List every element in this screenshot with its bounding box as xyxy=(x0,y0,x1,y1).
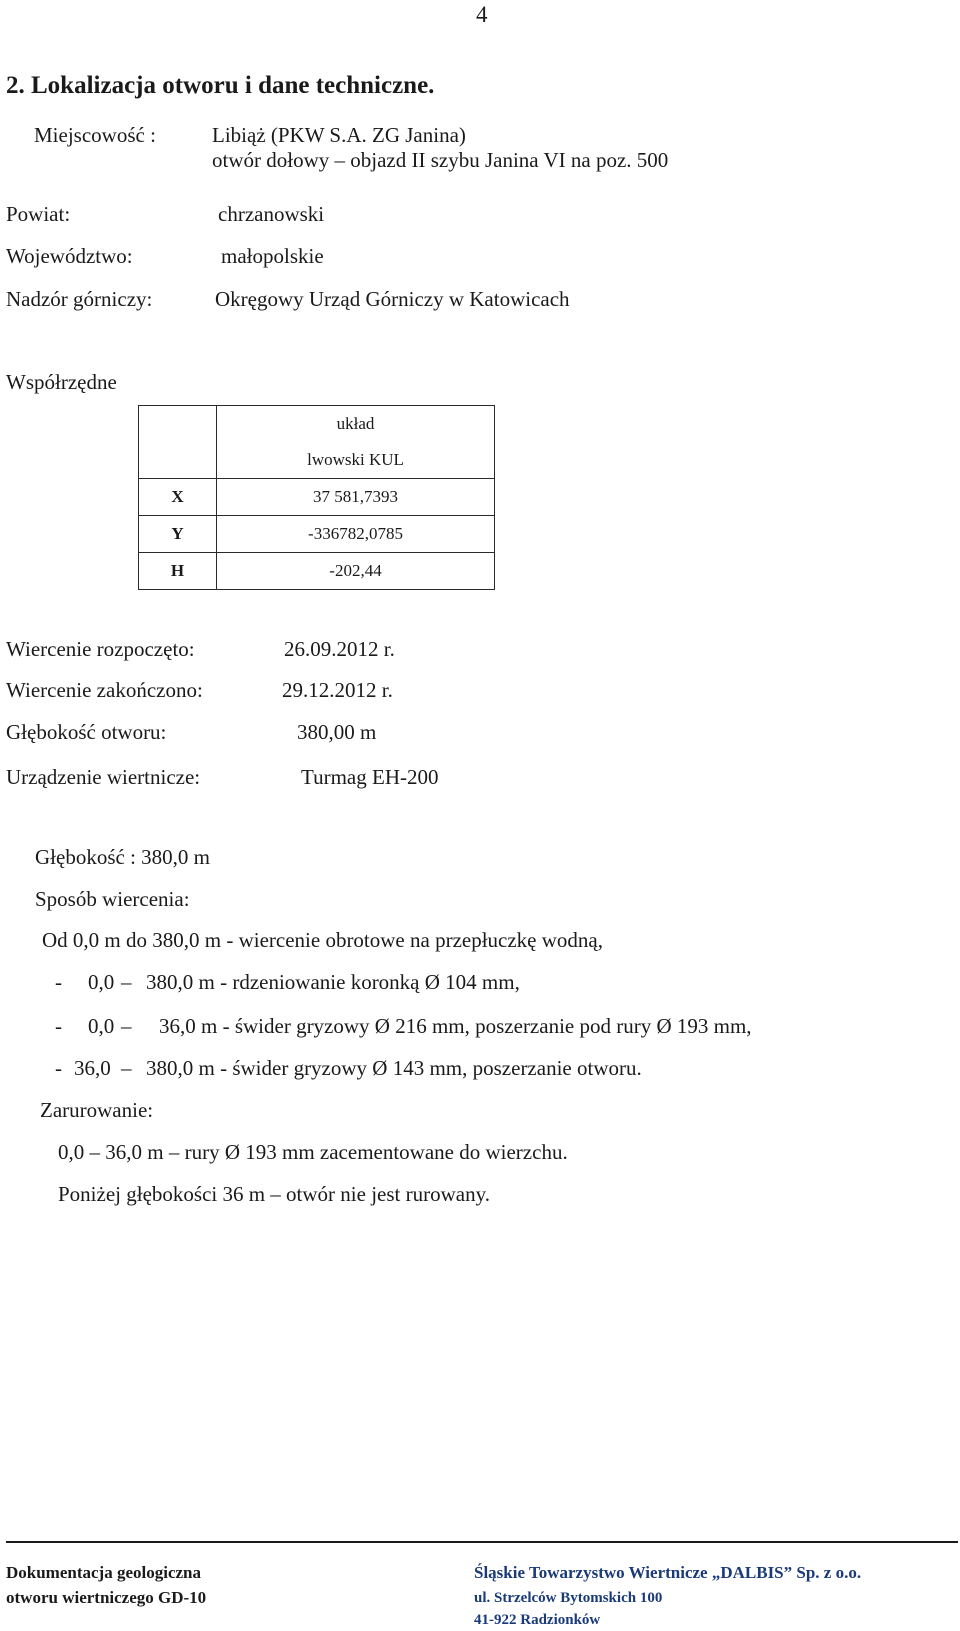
casing-label: Zarurowanie: xyxy=(40,1098,154,1122)
axis-y-label: Y xyxy=(139,516,217,553)
rig-label: Urządzenie wiertnicze: xyxy=(6,765,201,789)
page-number: 4 xyxy=(476,2,488,27)
powiat-value: chrzanowski xyxy=(218,202,325,226)
rig-value: Turmag EH-200 xyxy=(301,765,439,789)
casing-note: Poniżej głębokości 36 m – otwór nie jest rurowany. xyxy=(58,1182,490,1206)
method-item-dash: - xyxy=(55,970,62,994)
coordinates-label: Współrzędne xyxy=(6,370,117,394)
section-heading: 2. Lokalizacja otworu i dane techniczne. xyxy=(6,72,435,99)
method-item-from: 0,0 xyxy=(88,970,115,994)
wojewodztwo-value: małopolskie xyxy=(221,244,324,268)
miejscowosc-label: Miejscowość : xyxy=(34,123,156,147)
end-value: 29.12.2012 r. xyxy=(282,678,393,702)
table-row xyxy=(139,553,495,590)
method-item-dash: - xyxy=(55,1056,62,1080)
axis-y-value: -336782,0785 xyxy=(217,516,495,553)
depth-value: 380,00 m xyxy=(297,720,377,744)
footer-company-name: Śląskie Towarzystwo Wiertnicze „DALBIS” Sp. z o.o. xyxy=(474,1563,862,1582)
powiat-label: Powiat: xyxy=(6,202,71,226)
system-header: układ xyxy=(217,406,495,443)
method-item-text: 380,0 m - rdzeniowanie koronką Ø 104 mm, xyxy=(146,970,520,994)
footer-divider xyxy=(6,1541,958,1543)
method-item-sep: – xyxy=(121,1056,132,1080)
nadzor-value: Okręgowy Urząd Górniczy w Katowicach xyxy=(215,287,570,311)
table-header-row xyxy=(139,406,495,443)
start-value: 26.09.2012 r. xyxy=(284,637,395,661)
method-item-from: 0,0 xyxy=(88,1014,115,1038)
depth-label: Głębokość otworu: xyxy=(6,720,167,744)
table-row xyxy=(139,516,495,553)
footer-company-city: 41-922 Radzionków xyxy=(474,1612,601,1628)
system-name: lwowski KUL xyxy=(217,442,495,479)
axis-x-label: X xyxy=(139,479,217,516)
table-row xyxy=(139,479,495,516)
axis-x-value: 37 581,7393 xyxy=(217,479,495,516)
casing-line: 0,0 – 36,0 m – rury Ø 193 mm zacementowane do wierzchu. xyxy=(58,1140,568,1164)
method-item-sep: – xyxy=(121,1014,132,1038)
axis-h-value: -202,44 xyxy=(217,553,495,590)
wojewodztwo-label: Województwo: xyxy=(6,244,133,268)
method-item-from: 36,0 xyxy=(74,1056,111,1080)
method-item-text: 36,0 m - świder gryzowy Ø 216 mm, poszerzanie pod rury Ø 193 mm, xyxy=(159,1014,752,1038)
start-label: Wiercenie rozpoczęto: xyxy=(6,637,195,661)
method-label: Sposób wiercenia: xyxy=(35,887,190,911)
nadzor-label: Nadzór górniczy: xyxy=(6,287,153,311)
footer-company-street: ul. Strzelców Bytomskich 100 xyxy=(474,1590,663,1606)
method-item-text: 380,0 m - świder gryzowy Ø 143 mm, poszerzanie otworu. xyxy=(146,1056,642,1080)
method-item-sep: – xyxy=(121,970,132,994)
miejscowosc-value: Libiąż (PKW S.A. ZG Janina) xyxy=(212,123,466,147)
footer-doc-title: Dokumentacja geologiczna xyxy=(6,1563,202,1582)
footer-doc-subtitle: otworu wiertniczego GD-10 xyxy=(6,1588,207,1607)
end-label: Wiercenie zakończono: xyxy=(6,678,203,702)
table-corner-cell xyxy=(139,406,217,479)
depth-line: Głębokość : 380,0 m xyxy=(35,845,210,869)
miejscowosc-detail: otwór dołowy – objazd II szybu Janina VI na poz. 500 xyxy=(212,148,669,172)
method-intro: Od 0,0 m do 380,0 m - wiercenie obrotowe na przepłuczkę wodną, xyxy=(42,928,603,952)
coordinates-table xyxy=(138,405,495,590)
method-item-dash: - xyxy=(55,1014,62,1038)
axis-h-label: H xyxy=(139,553,217,590)
